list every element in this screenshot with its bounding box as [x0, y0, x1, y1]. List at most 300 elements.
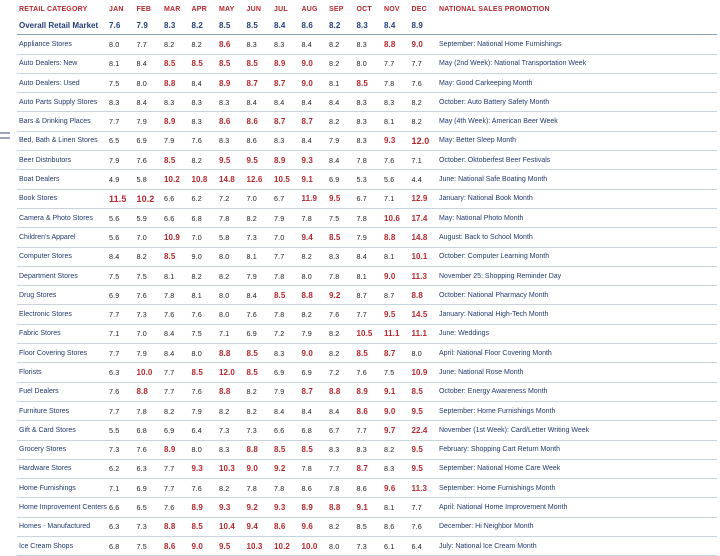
row-value-apr: 9.0	[190, 537, 218, 556]
row-value-jan: 7.7	[107, 305, 135, 324]
row-value-jan: 7.9	[107, 151, 135, 170]
row-value-oct: 7.7	[355, 305, 383, 324]
header-national-sales-promotion: NATIONAL SALES PROMOTION	[439, 5, 550, 13]
row-value-nov: 9.7	[382, 421, 410, 440]
row-value-jun: 8.6	[245, 112, 273, 131]
row-value-sep: 8.1	[327, 73, 355, 92]
row-value-dec: 8.5	[410, 382, 438, 401]
row-value-jan: 6.8	[107, 537, 135, 556]
row-promotion: May (4th Week): American Beer Week	[437, 112, 717, 131]
row-value-jan: 7.7	[107, 344, 135, 363]
row-value-dec: 7.7	[410, 498, 438, 517]
row-value-dec: 9.5	[410, 401, 438, 420]
row-value-may: 8.9	[217, 73, 245, 92]
table-row	[17, 151, 717, 170]
row-value-nov: 8.1	[382, 498, 410, 517]
row-promotion: October: Oktoberfest Beer Festivals	[437, 151, 717, 170]
row-value-jul: 8.3	[272, 131, 300, 150]
header-month-mar: MAR	[164, 5, 181, 13]
row-value-aug: 8.6	[300, 479, 328, 498]
row-value-sep: 8.2	[327, 112, 355, 131]
row-category: Children's Apparel	[17, 228, 107, 247]
row-value-apr: 7.6	[190, 131, 218, 150]
row-value-feb: 8.4	[135, 54, 163, 73]
table-row	[17, 247, 717, 266]
row-value-aug: 6.9	[300, 363, 328, 382]
row-value-apr: 8.5	[190, 54, 218, 73]
row-value-feb: 6.8	[135, 421, 163, 440]
row-value-sep: 8.2	[327, 324, 355, 343]
row-value-sep: 7.8	[327, 266, 355, 285]
row-value-mar: 8.9	[162, 112, 190, 131]
row-value-jan: 6.6	[107, 498, 135, 517]
row-value-apr: 7.9	[190, 401, 218, 420]
table-row	[17, 363, 717, 382]
row-value-jun: 7.8	[245, 479, 273, 498]
row-value-jul: 8.7	[272, 73, 300, 92]
row-value-aug: 9.0	[300, 54, 328, 73]
row-value-nov: 7.7	[382, 54, 410, 73]
row-value-oct: 7.9	[355, 228, 383, 247]
row-value-apr: 10.8	[190, 170, 218, 189]
row-value-nov: 8.3	[382, 459, 410, 478]
row-value-mar: 8.9	[162, 440, 190, 459]
table-row	[17, 266, 717, 285]
row-value-dec: 7.6	[410, 517, 438, 536]
row-value-oct: 7.8	[355, 151, 383, 170]
table-row	[17, 305, 717, 324]
row-value-may: 8.2	[217, 479, 245, 498]
row-value-mar: 8.8	[162, 73, 190, 92]
table-row	[17, 54, 717, 73]
row-value-nov: 9.1	[382, 382, 410, 401]
overall-value-mar: 8.3	[162, 16, 190, 35]
row-value-jul: 10.5	[272, 170, 300, 189]
row-value-nov: 7.5	[382, 363, 410, 382]
row-promotion: June: Weddings	[437, 324, 717, 343]
row-value-sep: 8.2	[327, 517, 355, 536]
row-value-jul: 8.7	[272, 112, 300, 131]
row-category: Home Improvement Centers	[17, 498, 107, 517]
row-category: Fuel Dealers	[17, 382, 107, 401]
row-value-dec: 12.9	[410, 189, 438, 208]
row-value-oct: 7.8	[355, 208, 383, 227]
overall-value-feb: 7.9	[135, 16, 163, 35]
row-value-jul: 8.5	[272, 286, 300, 305]
row-value-jul: 7.7	[272, 247, 300, 266]
row-value-dec: 11.1	[410, 324, 438, 343]
row-value-oct: 9.1	[355, 498, 383, 517]
row-value-jan: 6.9	[107, 286, 135, 305]
row-value-dec: 9.0	[410, 35, 438, 54]
row-value-jun: 7.6	[245, 305, 273, 324]
row-value-nov: 9.3	[382, 131, 410, 150]
row-value-nov: 9.6	[382, 479, 410, 498]
row-value-jun: 8.5	[245, 344, 273, 363]
row-value-mar: 8.1	[162, 266, 190, 285]
table-row	[17, 382, 717, 401]
row-value-apr: 8.0	[190, 344, 218, 363]
row-value-mar: 6.6	[162, 208, 190, 227]
table-row	[17, 93, 717, 112]
row-value-oct: 7.3	[355, 537, 383, 556]
row-value-jul: 7.8	[272, 479, 300, 498]
row-value-dec: 8.8	[410, 286, 438, 305]
row-value-nov: 8.3	[382, 93, 410, 112]
table-row	[17, 228, 717, 247]
row-value-mar: 7.8	[162, 286, 190, 305]
row-value-apr: 8.2	[190, 151, 218, 170]
row-value-feb: 7.3	[135, 305, 163, 324]
row-value-mar: 7.6	[162, 498, 190, 517]
row-value-feb: 5.8	[135, 170, 163, 189]
row-value-mar: 7.7	[162, 363, 190, 382]
row-value-jul: 8.6	[272, 517, 300, 536]
row-value-jun: 9.5	[245, 151, 273, 170]
row-value-mar: 8.4	[162, 324, 190, 343]
row-value-jun: 12.6	[245, 170, 273, 189]
row-category: Appliance Stores	[17, 35, 107, 54]
row-value-aug: 9.3	[300, 151, 328, 170]
row-value-mar: 8.5	[162, 54, 190, 73]
row-category: Floor Covering Stores	[17, 344, 107, 363]
row-promotion: February: Shopping Cart Return Month	[437, 440, 717, 459]
row-value-jan: 8.0	[107, 35, 135, 54]
overall-value-dec: 8.9	[410, 16, 438, 35]
row-value-nov: 11.1	[382, 324, 410, 343]
table-row	[17, 479, 717, 498]
table-row	[17, 324, 717, 343]
row-value-feb: 7.3	[135, 517, 163, 536]
row-value-jul: 7.2	[272, 324, 300, 343]
row-value-feb: 10.2	[135, 189, 163, 208]
row-value-mar: 8.3	[162, 93, 190, 112]
row-value-dec: 7.1	[410, 151, 438, 170]
header-month-sep: SEP	[329, 5, 344, 13]
row-value-nov: 7.6	[382, 151, 410, 170]
row-value-dec: 6.4	[410, 537, 438, 556]
row-promotion: May: Better Sleep Month	[437, 131, 717, 150]
row-value-jun: 8.2	[245, 382, 273, 401]
row-category: Auto Parts Supply Stores	[17, 93, 107, 112]
row-value-may: 8.2	[217, 266, 245, 285]
row-value-apr: 8.3	[190, 93, 218, 112]
row-promotion: September: National Home Furnishings	[437, 35, 717, 54]
row-value-jun: 9.0	[245, 459, 273, 478]
row-value-sep: 8.8	[327, 382, 355, 401]
row-value-jul: 8.9	[272, 151, 300, 170]
row-value-jul: 7.9	[272, 208, 300, 227]
row-value-may: 10.3	[217, 459, 245, 478]
row-category: Department Stores	[17, 266, 107, 285]
row-value-feb: 7.5	[135, 537, 163, 556]
row-promotion: November 25: Shopping Reminder Day	[437, 266, 717, 285]
row-category: Furniture Stores	[17, 401, 107, 420]
row-value-aug: 8.5	[300, 440, 328, 459]
row-value-mar: 8.4	[162, 344, 190, 363]
row-category: Auto Dealers: New	[17, 54, 107, 73]
table-row	[17, 344, 717, 363]
row-promotion: April: National Floor Covering Month	[437, 344, 717, 363]
overall-value-apr: 8.2	[190, 16, 218, 35]
row-value-mar: 6.6	[162, 189, 190, 208]
row-value-aug: 8.0	[300, 266, 328, 285]
row-value-mar: 10.2	[162, 170, 190, 189]
table-row	[17, 131, 717, 150]
row-value-nov: 8.2	[382, 440, 410, 459]
table-row	[17, 286, 717, 305]
row-value-oct: 8.3	[355, 35, 383, 54]
row-promotion: October: National Pharmacy Month	[437, 286, 717, 305]
table-row	[17, 537, 717, 556]
row-value-jan: 7.3	[107, 440, 135, 459]
row-value-jun: 8.5	[245, 54, 273, 73]
row-value-sep: 8.2	[327, 35, 355, 54]
row-value-aug: 8.7	[300, 382, 328, 401]
row-value-nov: 8.7	[382, 286, 410, 305]
row-value-jul: 6.9	[272, 363, 300, 382]
row-category: Gift & Card Stores	[17, 421, 107, 440]
row-value-sep: 8.4	[327, 93, 355, 112]
row-value-dec: 8.0	[410, 344, 438, 363]
table-row	[17, 440, 717, 459]
overall-value-nov: 8.4	[382, 16, 410, 35]
row-value-sep: 7.8	[327, 479, 355, 498]
row-value-jun: 8.1	[245, 247, 273, 266]
row-value-nov: 9.0	[382, 266, 410, 285]
overall-value-sep: 8.2	[327, 16, 355, 35]
table-header-row	[17, 2, 717, 16]
row-value-sep: 7.2	[327, 363, 355, 382]
row-value-jan: 6.3	[107, 363, 135, 382]
row-value-oct: 8.5	[355, 73, 383, 92]
row-value-nov: 8.8	[382, 35, 410, 54]
row-promotion: April: National Home Improvement Month	[437, 498, 717, 517]
row-value-mar: 7.7	[162, 479, 190, 498]
header-month-jan: JAN	[109, 5, 124, 13]
row-value-dec: 9.5	[410, 459, 438, 478]
row-value-may: 8.8	[217, 382, 245, 401]
row-category: Overall Retail Market	[17, 16, 107, 35]
row-value-jan: 7.1	[107, 479, 135, 498]
row-category: Electronic Stores	[17, 305, 107, 324]
row-value-feb: 8.8	[135, 382, 163, 401]
row-value-aug: 8.4	[300, 401, 328, 420]
row-value-jul: 9.2	[272, 459, 300, 478]
row-value-jun: 8.4	[245, 93, 273, 112]
header-month-dec: DEC	[411, 5, 427, 13]
row-value-sep: 7.6	[327, 305, 355, 324]
row-value-dec: 22.4	[410, 421, 438, 440]
row-value-may: 8.2	[217, 401, 245, 420]
row-value-oct: 8.3	[355, 93, 383, 112]
row-category: Hardware Stores	[17, 459, 107, 478]
row-promotion: October: Energy Awareness Month	[437, 382, 717, 401]
row-value-nov: 9.0	[382, 401, 410, 420]
row-value-aug: 8.7	[300, 112, 328, 131]
row-value-oct: 7.6	[355, 363, 383, 382]
row-value-jan: 7.5	[107, 73, 135, 92]
row-value-feb: 7.0	[135, 324, 163, 343]
row-value-jul: 6.7	[272, 189, 300, 208]
table-row	[17, 208, 717, 227]
row-value-may: 9.5	[217, 537, 245, 556]
row-promotion: January: National High-Tech Month	[437, 305, 717, 324]
row-value-nov: 8.7	[382, 344, 410, 363]
row-promotion: January: National Book Month	[437, 189, 717, 208]
row-value-apr: 7.6	[190, 305, 218, 324]
row-value-oct: 10.5	[355, 324, 383, 343]
row-value-mar: 8.5	[162, 151, 190, 170]
row-value-jan: 8.4	[107, 247, 135, 266]
row-value-aug: 8.4	[300, 35, 328, 54]
overall-promo-empty	[437, 16, 717, 35]
row-value-jan: 5.6	[107, 228, 135, 247]
table-row	[17, 401, 717, 420]
row-value-sep: 7.7	[327, 459, 355, 478]
overall-retail-market-row	[17, 16, 717, 35]
row-value-jul: 8.4	[272, 93, 300, 112]
row-promotion: November (1st Week): Card/Letter Writing Week	[437, 421, 717, 440]
table-row	[17, 112, 717, 131]
row-value-apr: 8.1	[190, 286, 218, 305]
row-value-may: 12.0	[217, 363, 245, 382]
row-value-feb: 8.0	[135, 73, 163, 92]
row-value-oct: 8.1	[355, 266, 383, 285]
overall-value-may: 8.5	[217, 16, 245, 35]
row-value-jul: 8.3	[272, 344, 300, 363]
row-value-feb: 7.6	[135, 151, 163, 170]
row-value-may: 5.8	[217, 228, 245, 247]
row-value-feb: 7.0	[135, 228, 163, 247]
row-value-jul: 7.8	[272, 305, 300, 324]
row-value-sep: 8.5	[327, 228, 355, 247]
row-value-jun: 6.9	[245, 324, 273, 343]
row-promotion: October: Computer Learning Month	[437, 247, 717, 266]
row-value-feb: 7.8	[135, 401, 163, 420]
row-value-jan: 11.5	[107, 189, 135, 208]
row-value-oct: 8.7	[355, 286, 383, 305]
row-value-sep: 8.4	[327, 401, 355, 420]
row-value-apr: 8.5	[190, 363, 218, 382]
row-value-jan: 7.5	[107, 266, 135, 285]
overall-value-oct: 8.3	[355, 16, 383, 35]
row-category: Homes - Manufactured	[17, 517, 107, 536]
row-value-jul: 7.8	[272, 266, 300, 285]
row-category: Florists	[17, 363, 107, 382]
row-value-aug: 7.8	[300, 208, 328, 227]
row-value-aug: 8.2	[300, 247, 328, 266]
row-category: Book Stores	[17, 189, 107, 208]
row-category: Bars & Drinking Places	[17, 112, 107, 131]
header-month-oct: OCT	[356, 5, 372, 13]
row-value-feb: 6.9	[135, 479, 163, 498]
row-value-jan: 7.1	[107, 324, 135, 343]
row-value-dec: 12.0	[410, 131, 438, 150]
row-value-sep: 8.4	[327, 151, 355, 170]
row-value-may: 8.0	[217, 247, 245, 266]
row-value-jan: 5.6	[107, 208, 135, 227]
header-month-jul: JUL	[274, 5, 288, 13]
row-category: Camera & Photo Stores	[17, 208, 107, 227]
row-value-sep: 7.9	[327, 131, 355, 150]
row-value-mar: 8.6	[162, 537, 190, 556]
row-value-oct: 8.3	[355, 440, 383, 459]
row-value-mar: 8.5	[162, 247, 190, 266]
row-value-feb: 10.0	[135, 363, 163, 382]
row-value-apr: 7.6	[190, 382, 218, 401]
row-value-dec: 4.4	[410, 170, 438, 189]
row-value-apr: 8.4	[190, 73, 218, 92]
row-category: Home Furnishings	[17, 479, 107, 498]
row-value-jul: 10.2	[272, 537, 300, 556]
row-value-nov: 8.1	[382, 112, 410, 131]
row-value-jun: 8.3	[245, 35, 273, 54]
header-month-apr: APR	[191, 5, 207, 13]
row-value-apr: 6.8	[190, 208, 218, 227]
row-value-jun: 8.5	[245, 363, 273, 382]
row-value-apr: 8.0	[190, 440, 218, 459]
row-value-oct: 8.7	[355, 459, 383, 478]
row-value-oct: 8.9	[355, 382, 383, 401]
row-value-aug: 7.8	[300, 459, 328, 478]
row-value-nov: 8.6	[382, 517, 410, 536]
row-promotion: May: National Photo Month	[437, 208, 717, 227]
row-value-jun: 8.8	[245, 440, 273, 459]
row-value-feb: 5.9	[135, 208, 163, 227]
row-promotion: August: Back to School Month	[437, 228, 717, 247]
row-value-apr: 8.5	[190, 517, 218, 536]
row-value-apr: 7.5	[190, 324, 218, 343]
row-value-dec: 9.5	[410, 440, 438, 459]
row-value-jun: 7.0	[245, 189, 273, 208]
header-month-may: MAY	[219, 5, 235, 13]
table-row	[17, 517, 717, 536]
table-row	[17, 189, 717, 208]
row-value-aug: 9.0	[300, 73, 328, 92]
row-value-feb: 7.9	[135, 344, 163, 363]
row-value-sep: 8.2	[327, 54, 355, 73]
row-value-jan: 8.3	[107, 93, 135, 112]
row-value-aug: 8.8	[300, 286, 328, 305]
row-category: Ice Cream Shops	[17, 537, 107, 556]
row-value-sep: 8.8	[327, 498, 355, 517]
row-value-may: 8.3	[217, 93, 245, 112]
row-value-feb: 6.3	[135, 459, 163, 478]
row-category: Boat Dealers	[17, 170, 107, 189]
row-value-jul: 6.6	[272, 421, 300, 440]
row-value-oct: 8.3	[355, 112, 383, 131]
header-month-jun: JUN	[246, 5, 262, 13]
overall-value-aug: 8.6	[300, 16, 328, 35]
row-value-apr: 8.2	[190, 266, 218, 285]
row-value-jun: 8.4	[245, 286, 273, 305]
row-value-jun: 7.3	[245, 421, 273, 440]
row-value-may: 8.0	[217, 305, 245, 324]
row-value-may: 9.3	[217, 498, 245, 517]
header-month-feb: FEB	[136, 5, 152, 13]
row-value-aug: 8.2	[300, 305, 328, 324]
row-promotion: December: Hi Neighbor Month	[437, 517, 717, 536]
row-value-aug: 9.4	[300, 228, 328, 247]
row-value-oct: 8.5	[355, 517, 383, 536]
row-value-jun: 10.3	[245, 537, 273, 556]
row-value-mar: 10.9	[162, 228, 190, 247]
row-value-jun: 8.7	[245, 73, 273, 92]
row-value-sep: 9.2	[327, 286, 355, 305]
row-value-oct: 8.4	[355, 247, 383, 266]
overall-value-jan: 7.6	[107, 16, 135, 35]
